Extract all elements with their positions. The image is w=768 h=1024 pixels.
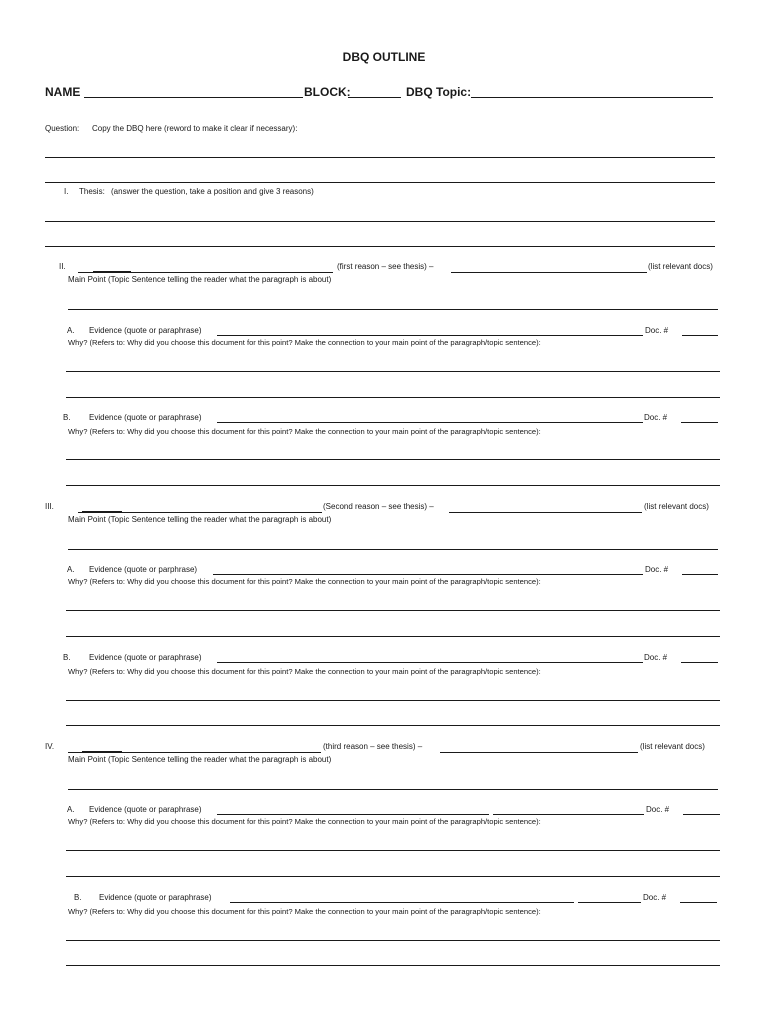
doc-blank[interactable] <box>682 335 718 336</box>
evidence-blank[interactable] <box>230 902 574 903</box>
why-line[interactable] <box>66 610 720 611</box>
block-label: BLOCK: <box>304 85 351 99</box>
evidence-label: Evidence (quote or paraphrase) <box>89 805 202 814</box>
reason-blank-accent <box>82 511 122 513</box>
doc-blank[interactable] <box>681 422 718 423</box>
doc-label: Doc. # <box>645 326 669 335</box>
evidence-letter: B. <box>63 653 71 662</box>
main-point-line[interactable] <box>68 309 718 310</box>
thesis-line[interactable] <box>45 221 715 222</box>
why-line[interactable] <box>66 876 720 877</box>
name-label: NAME <box>45 85 81 99</box>
topic-blank[interactable] <box>471 97 713 98</box>
why-line[interactable] <box>66 636 720 637</box>
reason-label: (Second reason – see thesis) – <box>323 502 434 511</box>
main-point-label: Main Point (Topic Sentence telling the reader what the paragraph is about) <box>68 275 332 284</box>
section-numeral: III. <box>45 502 54 511</box>
question-instruction: Copy the DBQ here (reword to make it clear if necessary): <box>92 124 298 133</box>
main-point-line[interactable] <box>68 789 718 790</box>
thesis-numeral: I. <box>64 187 69 196</box>
evidence-letter: A. <box>67 326 75 335</box>
section-numeral: IV. <box>45 742 55 751</box>
doc-blank[interactable] <box>681 662 718 663</box>
why-label: Why? (Refers to: Why did you choose this document for this point? Make the connection to your main point of the paragraph/topic sentence): <box>68 338 541 347</box>
why-label: Why? (Refers to: Why did you choose this document for this point? Make the connection to your main point of the paragraph/topic sentence): <box>68 667 541 676</box>
evidence-blank[interactable] <box>217 814 489 815</box>
main-point-label: Main Point (Topic Sentence telling the reader what the paragraph is about) <box>68 515 332 524</box>
thesis-label: Thesis: <box>79 187 105 196</box>
question-label: Question: <box>45 124 80 133</box>
doc-blank[interactable] <box>682 574 718 575</box>
doc-label: Doc. # <box>645 565 669 574</box>
evidence-blank[interactable] <box>213 574 643 575</box>
why-line[interactable] <box>66 725 720 726</box>
docs-blank[interactable] <box>449 512 642 513</box>
why-line[interactable] <box>66 485 720 486</box>
docs-label: (list relevant docs) <box>644 502 709 511</box>
doc-label: Doc. # <box>643 893 667 902</box>
why-label: Why? (Refers to: Why did you choose this document for this point? Make the connection to your main point of the paragraph/topic sentence): <box>68 907 541 916</box>
evidence-label: Evidence (quote or paraphrase) <box>89 653 202 662</box>
name-blank[interactable] <box>84 97 303 98</box>
why-line[interactable] <box>66 459 720 460</box>
evidence-label: Evidence (quote or paraphrase) <box>99 893 212 902</box>
evidence-label: Evidence (quote or parphrase) <box>89 565 198 574</box>
section-numeral: II. <box>59 262 66 271</box>
main-point-label: Main Point (Topic Sentence telling the reader what the paragraph is about) <box>68 755 332 764</box>
evidence-blank[interactable] <box>217 422 643 423</box>
evidence-blank[interactable] <box>217 335 643 336</box>
why-line[interactable] <box>66 700 720 701</box>
evidence-blank[interactable] <box>493 814 644 815</box>
evidence-label: Evidence (quote or paraphrase) <box>89 326 202 335</box>
doc-label: Doc. # <box>644 653 668 662</box>
why-label: Why? (Refers to: Why did you choose this document for this point? Make the connection to your main point of the paragraph/topic sentence): <box>68 427 541 436</box>
doc-blank[interactable] <box>683 814 720 815</box>
question-line[interactable] <box>45 157 715 158</box>
evidence-label: Evidence (quote or paraphrase) <box>89 413 202 422</box>
evidence-blank[interactable] <box>578 902 641 903</box>
thesis-line[interactable] <box>45 246 715 247</box>
evidence-letter: A. <box>67 565 75 574</box>
main-point-line[interactable] <box>68 549 718 550</box>
reason-blank-accent <box>93 271 131 273</box>
why-line[interactable] <box>66 850 720 851</box>
doc-label: Doc. # <box>646 805 670 814</box>
docs-label: (list relevant docs) <box>648 262 713 271</box>
why-label: Why? (Refers to: Why did you choose this document for this point? Make the connection to your main point of the paragraph/topic sentence): <box>68 817 541 826</box>
docs-label: (list relevant docs) <box>640 742 705 751</box>
block-blank[interactable] <box>348 97 401 98</box>
topic-label: DBQ Topic: <box>406 85 472 99</box>
why-line[interactable] <box>66 371 720 372</box>
reason-label: (third reason – see thesis) – <box>323 742 423 751</box>
thesis-instruction: (answer the question, take a position and give 3 reasons) <box>111 187 314 196</box>
why-line[interactable] <box>66 940 720 941</box>
docs-blank[interactable] <box>451 272 647 273</box>
question-line[interactable] <box>45 182 715 183</box>
doc-blank[interactable] <box>680 902 717 903</box>
reason-blank-accent <box>82 751 122 753</box>
evidence-letter: B. <box>74 893 82 902</box>
why-label: Why? (Refers to: Why did you choose this document for this point? Make the connection to your main point of the paragraph/topic sentence): <box>68 577 541 586</box>
evidence-blank[interactable] <box>217 662 643 663</box>
evidence-letter: B. <box>63 413 71 422</box>
doc-label: Doc. # <box>644 413 668 422</box>
why-line[interactable] <box>66 965 720 966</box>
why-line[interactable] <box>66 397 720 398</box>
docs-blank[interactable] <box>440 752 638 753</box>
reason-label: (first reason – see thesis) – <box>337 262 434 271</box>
evidence-letter: A. <box>67 805 75 814</box>
page-title: DBQ OUTLINE <box>342 50 426 64</box>
